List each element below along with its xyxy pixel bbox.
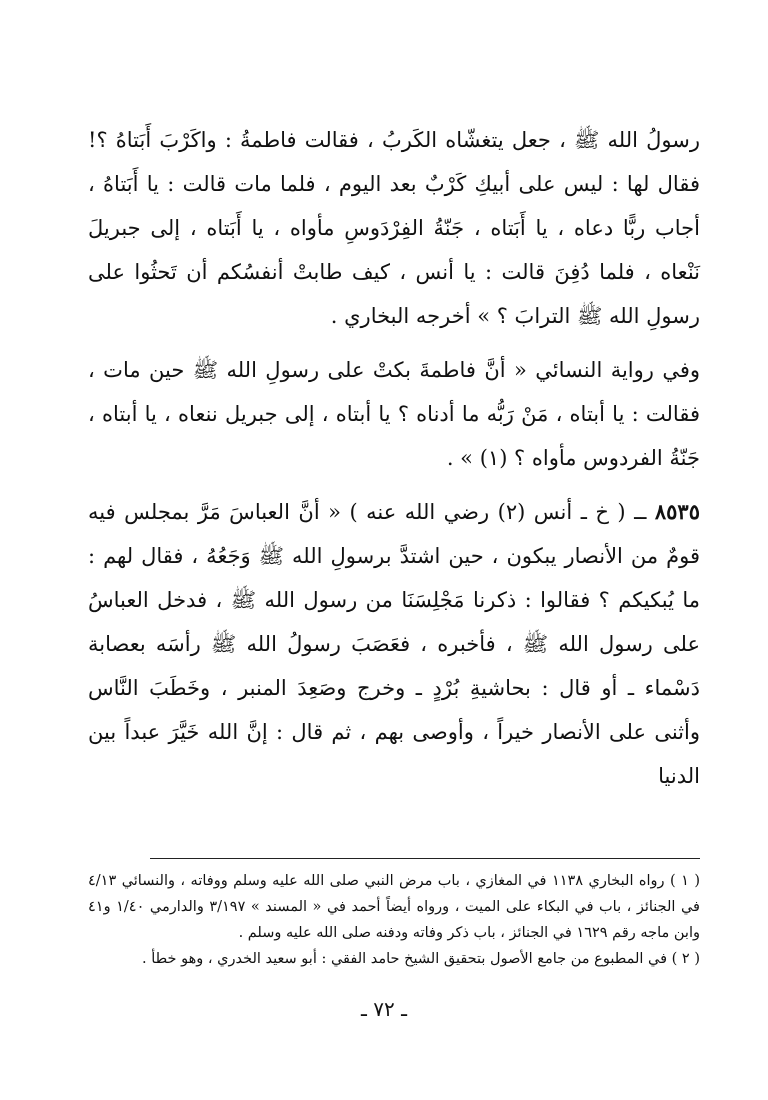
- paragraph-2: وفي رواية النسائي « أنَّ فاطمةَ بكتْ على رسولِ الله ﷺ حين مات ، فقالت : يا أبتاه ، مَنْ رَبُّه ما أدناه ؟ يا أبتاه ، إلى جبريل ننعاه ، يا أبتاه ، جَنّةُ الفردوس مأواه ؟ (١) » .: [88, 358, 700, 470]
- page-number: ـ ٧٢ ـ: [361, 997, 407, 1021]
- footnote-1: ( ١ ) رواه البخاري ١١٣٨ في المغازي ، باب مرض النبي صلى الله عليه وسلم ووفاته ، والنسائي ٤/١٣ في الجنائز ، باب في البكاء على الميت ، ورواه أيضاً أحمد في « المسند » ٣/١٩٧ والدارمي ١/٤٠ و٤١ وابن ماجه رقم ١٦٢٩ في الجنائز ، باب ذكر وفاته ودفنه صلى الله عليه وسلم .: [88, 873, 700, 941]
- hadith-number: ٨٥٣٥: [654, 499, 700, 524]
- main-text: [88, 118, 700, 798]
- footnote-divider: [150, 858, 700, 859]
- footnote-2: ( ٢ ) في المطبوع من جامع الأصول بتحقيق الشيخ حامد الفقي : أبو سعيد الخدري ، وهو خطأ .: [142, 951, 700, 967]
- paragraph-3-text: ــ ( خ ـ أنس (٢) رضي الله عنه ) « أنَّ العباسَ مَرَّ بمجلس فيه قومٌ من الأنصار يبكون ، حين اشتدَّ برسولِ الله ﷺ وَجَعُهُ ، فقال لهم : ما يُبكيكم ؟ فقالوا : ذكرنا مَجْلِسَنَا من رسول الله ﷺ ، فدخل العباسُ على رسول الله ﷺ ، فأخبره ، فعَصَبَ رسولُ الله ﷺ رأسَه بعصابة دَسْماء ـ أو قال : بحاشيةِ بُرْدٍ ـ وخرج وصَعِدَ المنبر ، وخَطَبَ النَّاس وأثنى على الأنصار خيراً ، وأوصى بهم ، ثم قال : إنَّ الله خَيَّرَ عبداً بين الدنيا: [88, 500, 700, 788]
- paragraph-3: [88, 490, 700, 798]
- footnotes: [88, 868, 700, 972]
- paragraph-1: رسولُ الله ﷺ ، جعل يتغشّاه الكَربُ ، فقالت فاطمةُ : واكَرْبَ أَبَتاهُ ؟! فقال لها : ليس على أبيكِ كَرْبٌ بعد اليوم ، فلما مات قالت : يا أَبَتاهُ ، أجاب ربًّا دعاه ، يا أَبَتاه ، جَنّةُ الفِرْدَوسِ مأواه ، يا أَبَتاه ، إلى جبريلَ نَنْعاه ، فلما دُفِنَ قالت : يا أنس ، كيف طابتْ أنفسُكم أن تَحثُوا على رسولِ الله ﷺ الترابَ ؟ » أخرجه البخاري .: [88, 128, 700, 328]
